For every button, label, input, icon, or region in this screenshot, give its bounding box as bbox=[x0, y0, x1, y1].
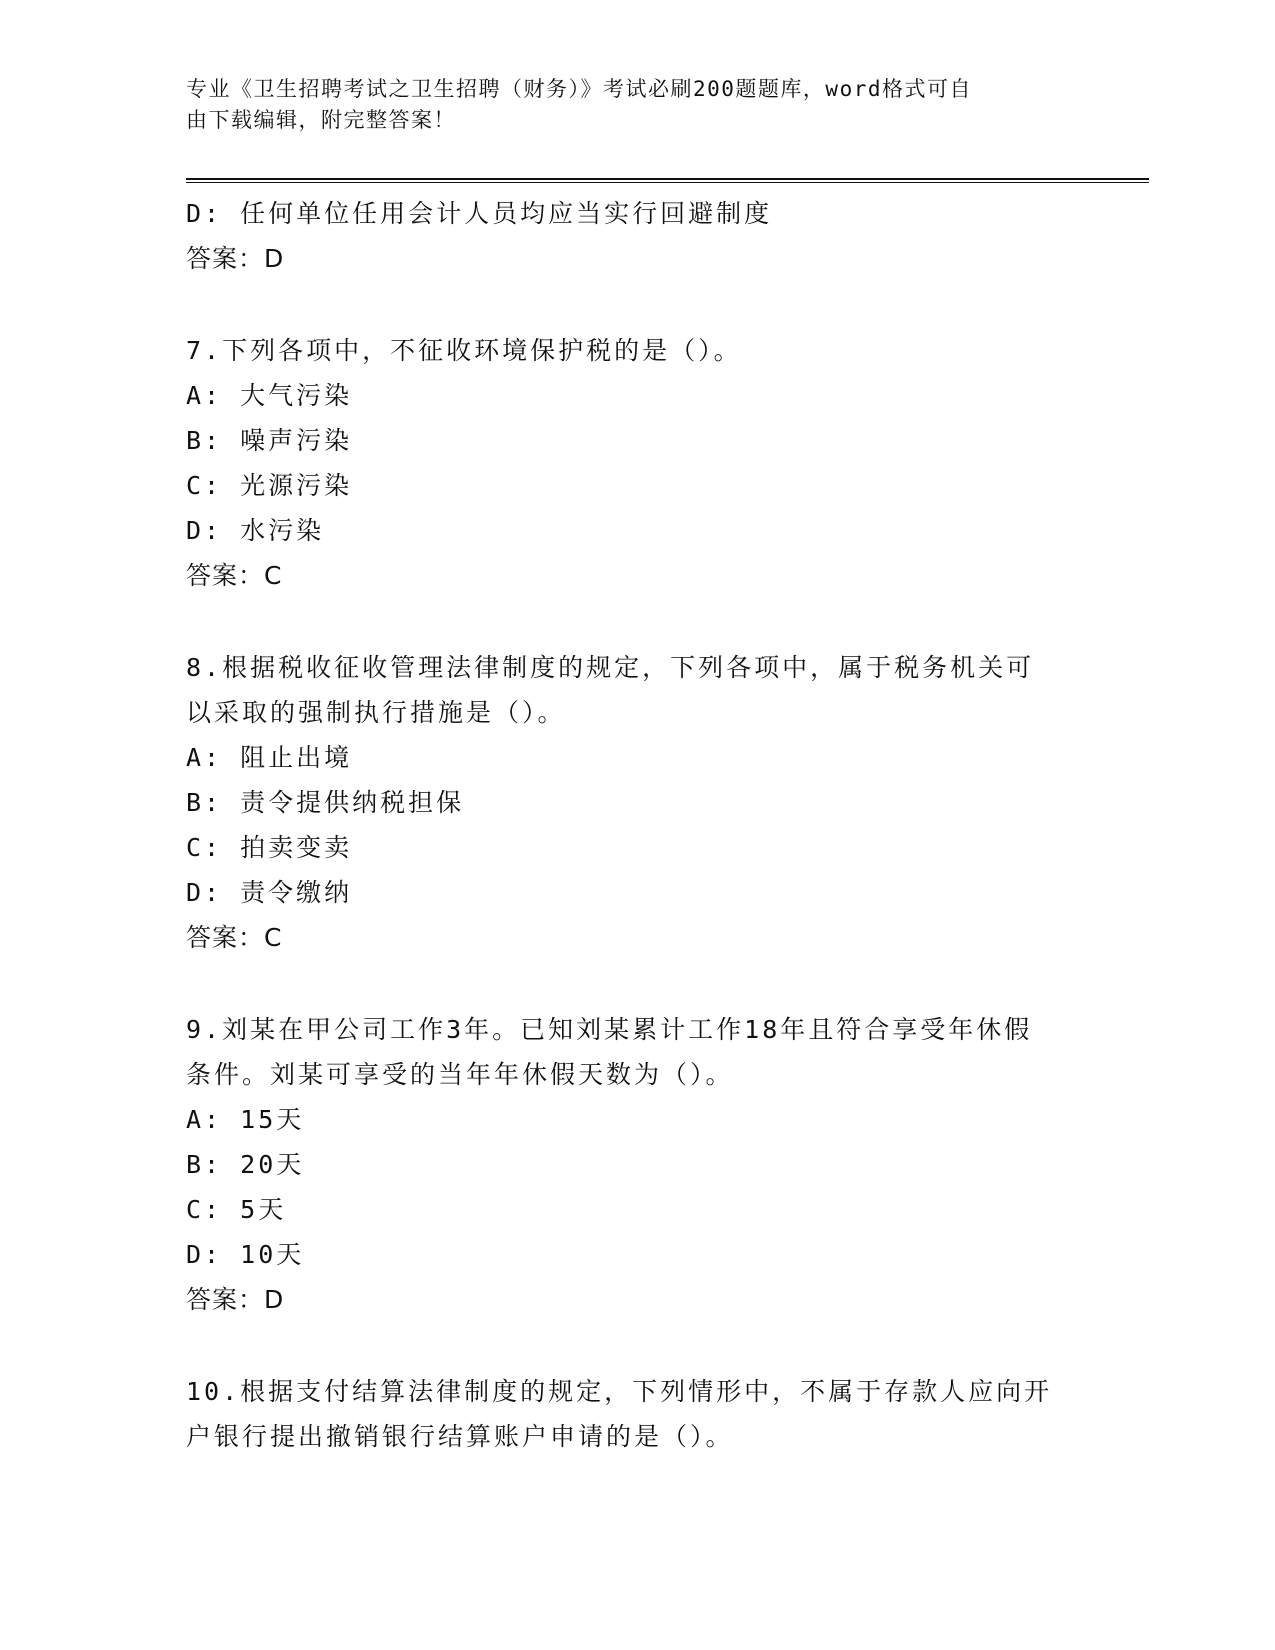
header-divider-thin bbox=[186, 182, 1149, 183]
document-body bbox=[186, 191, 1086, 1459]
option-d: D: 任何单位任用会计人员均应当实行回避制度 bbox=[186, 199, 773, 228]
option-c: C: 拍卖变卖 bbox=[186, 833, 353, 862]
header-divider-thick bbox=[186, 178, 1149, 180]
question-stem: 10.根据支付结算法律制度的规定，下列情形中，不属于存款人应向开 bbox=[186, 1377, 1053, 1406]
answer-line: 答案：D bbox=[186, 1285, 285, 1314]
question-stem: 9.刘某在甲公司工作3年。已知刘某累计工作18年且符合享受年休假 bbox=[186, 1015, 1033, 1044]
header-line-2: 由下载编辑，附完整答案！ bbox=[186, 108, 456, 132]
answer-line: 答案：D bbox=[186, 244, 285, 273]
option-b: B: 责令提供纳税担保 bbox=[186, 788, 465, 817]
previous-question-tail bbox=[186, 191, 1086, 281]
question-stem: 7.下列各项中，不征收环境保护税的是（）。 bbox=[186, 336, 742, 365]
option-b: B: 噪声污染 bbox=[186, 426, 353, 455]
question-stem-continued: 条件。刘某可享受的当年年休假天数为（）。 bbox=[186, 1060, 734, 1089]
option-d: D: 水污染 bbox=[186, 516, 325, 545]
question-stem-continued: 户银行提出撤销银行结算账户申请的是（）。 bbox=[186, 1422, 734, 1451]
option-d: D: 10天 bbox=[186, 1240, 305, 1269]
option-a: A: 大气污染 bbox=[186, 381, 353, 410]
question-9 bbox=[186, 1007, 1086, 1322]
question-8 bbox=[186, 645, 1086, 960]
option-a: A: 15天 bbox=[186, 1105, 305, 1134]
answer-line: 答案：C bbox=[186, 561, 283, 590]
answer-line: 答案：C bbox=[186, 923, 283, 952]
question-stem-continued: 以采取的强制执行措施是（）。 bbox=[186, 698, 566, 727]
option-a: A: 阻止出境 bbox=[186, 743, 353, 772]
option-b: B: 20天 bbox=[186, 1150, 305, 1179]
question-10 bbox=[186, 1369, 1086, 1459]
question-stem: 8.根据税收征收管理法律制度的规定，下列各项中，属于税务机关可 bbox=[186, 653, 1035, 682]
option-c: C: 5天 bbox=[186, 1195, 287, 1224]
option-d: D: 责令缴纳 bbox=[186, 878, 353, 907]
header-line-1: 专业《卫生招聘考试之卫生招聘（财务）》考试必刷200题题库，word格式可自 bbox=[186, 77, 972, 101]
question-7 bbox=[186, 328, 1086, 598]
document-header bbox=[186, 74, 1086, 136]
option-c: C: 光源污染 bbox=[186, 471, 353, 500]
